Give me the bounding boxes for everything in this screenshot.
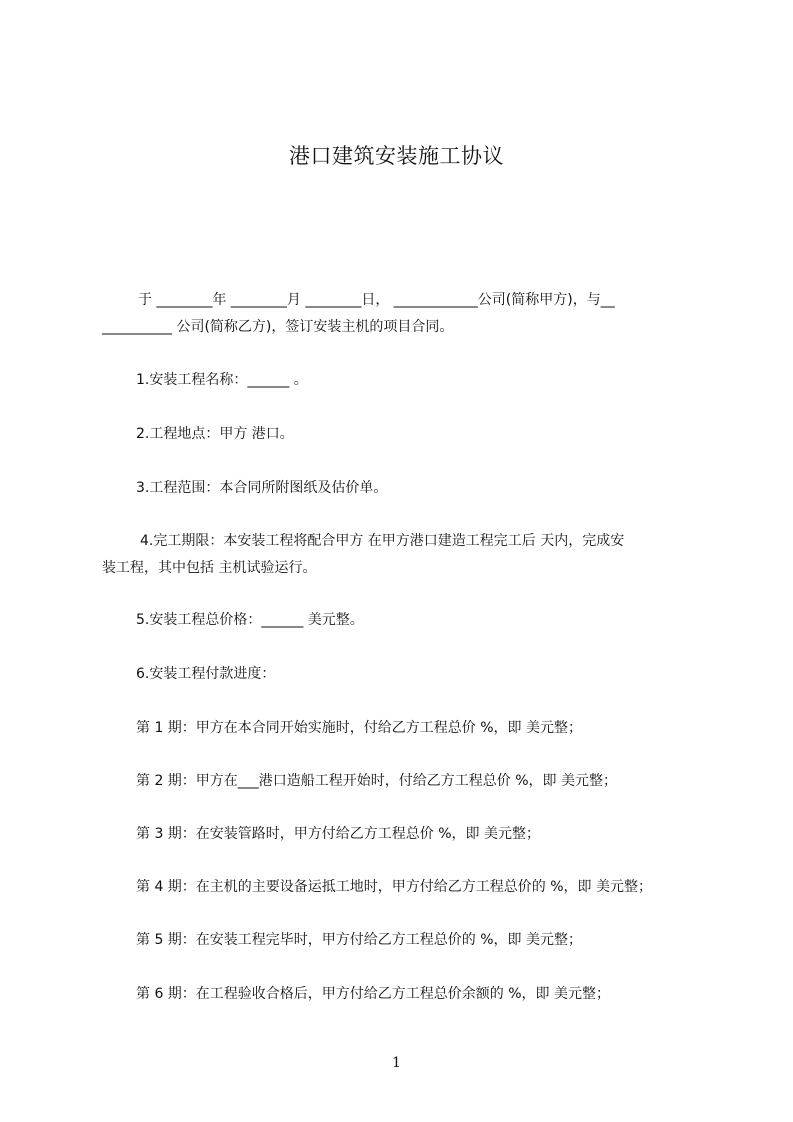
clause-project-scope: 3.工程范围：本合同所附图纸及估价单。 — [136, 480, 388, 496]
clause-project-name: 1.安装工程名称：______ 。 — [136, 372, 308, 388]
clause-completion-line-2: 装工程，其中包括 主机试验运行。 — [102, 560, 317, 576]
clause-payment-schedule: 6.安装工程付款进度： — [136, 666, 276, 682]
intro-paragraph — [102, 287, 712, 341]
page-number: 1 — [392, 1055, 401, 1071]
payment-stage-6: 第 6 期：在工程验收合格后，甲方付给乙方工程总价余额的 %，即 美元整； — [136, 986, 611, 1002]
payment-stage-4: 第 4 期：在主机的主要设备运抵工地时，甲方付给乙方工程总价的 %，即 美元整； — [136, 879, 653, 895]
clause-project-location: 2.工程地点：甲方 港口。 — [136, 426, 294, 442]
clause-completion-line-1: 4.完工期限：本安装工程将配合甲方 在甲方港口建造工程完工后 天内，完成安 — [140, 533, 625, 549]
payment-stage-5: 第 5 期：在安装工程完毕时，甲方付给乙方工程总价的 %，即 美元整； — [136, 932, 583, 948]
payment-stage-2: 第 2 期：甲方在___港口造船工程开始时，付给乙方工程总价 %，即 美元整； — [136, 773, 618, 789]
intro-line-2: __________ 公司(简称乙方)，签订安装主机的项目合同。 — [102, 319, 454, 335]
clause-completion-period — [102, 528, 712, 582]
document-title: 港口建筑安装施工协议 — [289, 144, 504, 168]
payment-stage-3: 第 3 期：在安装管路时，甲方付给乙方工程总价 %，即 美元整； — [136, 826, 541, 842]
payment-stage-1: 第 1 期：甲方在本合同开始实施时，付给乙方工程总价 %，即 美元整； — [136, 720, 583, 736]
intro-line-1: 于 ________年 ________月 ________日， ____________公司(简称甲方)，与__ — [138, 292, 615, 308]
clause-total-price: 5.安装工程总价格：______ 美元整。 — [136, 612, 364, 628]
